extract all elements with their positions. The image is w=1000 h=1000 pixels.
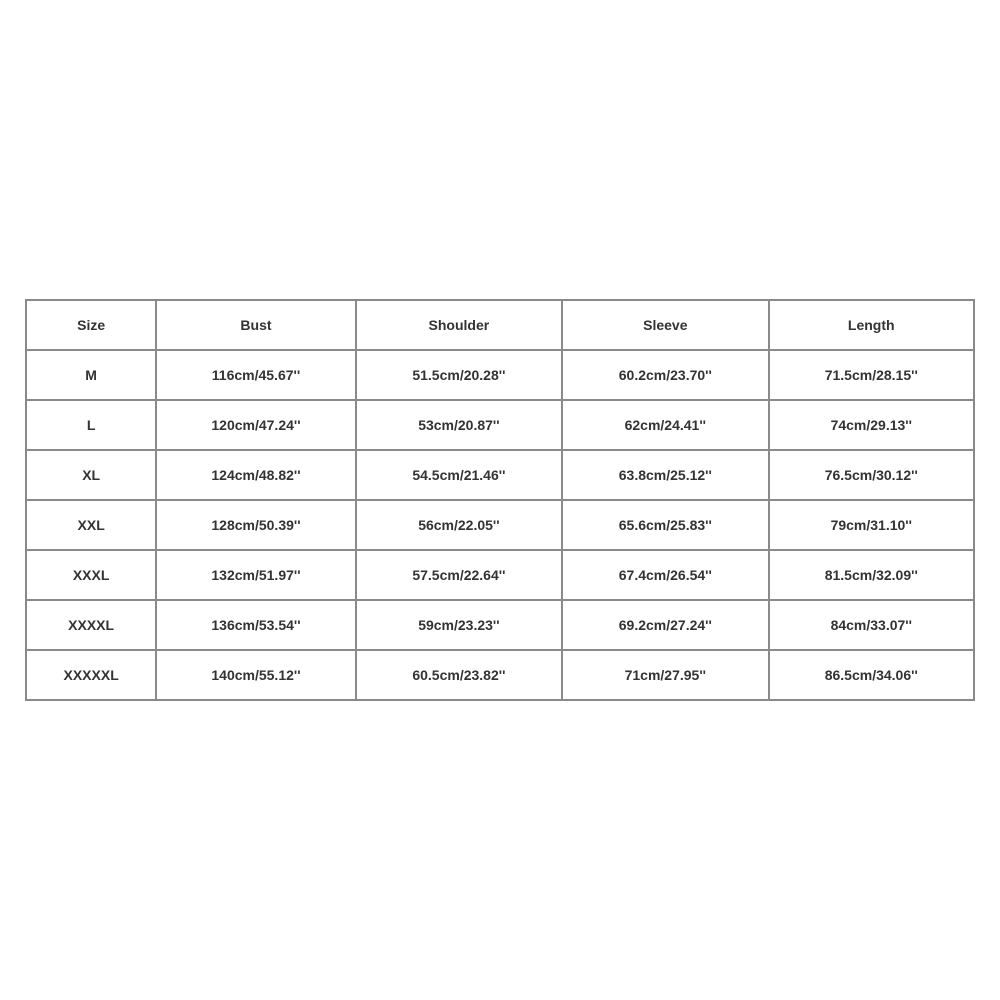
header-sleeve: Sleeve bbox=[562, 300, 768, 350]
cell-bust: 132cm/51.97'' bbox=[156, 550, 355, 600]
cell-shoulder: 53cm/20.87'' bbox=[356, 400, 562, 450]
table-header-row bbox=[26, 300, 974, 350]
table-row bbox=[26, 500, 974, 550]
cell-bust: 136cm/53.54'' bbox=[156, 600, 355, 650]
cell-sleeve: 60.2cm/23.70'' bbox=[562, 350, 768, 400]
cell-length: 71.5cm/28.15'' bbox=[769, 350, 974, 400]
cell-sleeve: 63.8cm/25.12'' bbox=[562, 450, 768, 500]
cell-sleeve: 62cm/24.41'' bbox=[562, 400, 768, 450]
table-row bbox=[26, 450, 974, 500]
table-row bbox=[26, 550, 974, 600]
cell-shoulder: 51.5cm/20.28'' bbox=[356, 350, 562, 400]
cell-sleeve: 67.4cm/26.54'' bbox=[562, 550, 768, 600]
cell-shoulder: 57.5cm/22.64'' bbox=[356, 550, 562, 600]
cell-shoulder: 54.5cm/21.46'' bbox=[356, 450, 562, 500]
cell-sleeve: 71cm/27.95'' bbox=[562, 650, 768, 700]
cell-sleeve: 65.6cm/25.83'' bbox=[562, 500, 768, 550]
table-row bbox=[26, 350, 974, 400]
cell-shoulder: 56cm/22.05'' bbox=[356, 500, 562, 550]
table-row bbox=[26, 400, 974, 450]
table-row bbox=[26, 650, 974, 700]
cell-shoulder: 60.5cm/23.82'' bbox=[356, 650, 562, 700]
cell-bust: 116cm/45.67'' bbox=[156, 350, 355, 400]
size-chart-table bbox=[25, 299, 975, 701]
cell-bust: 140cm/55.12'' bbox=[156, 650, 355, 700]
cell-length: 79cm/31.10'' bbox=[769, 500, 974, 550]
cell-size: L bbox=[26, 400, 156, 450]
header-length: Length bbox=[769, 300, 974, 350]
header-shoulder: Shoulder bbox=[356, 300, 562, 350]
cell-shoulder: 59cm/23.23'' bbox=[356, 600, 562, 650]
header-size: Size bbox=[26, 300, 156, 350]
cell-length: 86.5cm/34.06'' bbox=[769, 650, 974, 700]
cell-length: 81.5cm/32.09'' bbox=[769, 550, 974, 600]
cell-bust: 124cm/48.82'' bbox=[156, 450, 355, 500]
cell-size: M bbox=[26, 350, 156, 400]
table-row bbox=[26, 600, 974, 650]
cell-size: XL bbox=[26, 450, 156, 500]
cell-length: 76.5cm/30.12'' bbox=[769, 450, 974, 500]
cell-bust: 128cm/50.39'' bbox=[156, 500, 355, 550]
cell-size: XXL bbox=[26, 500, 156, 550]
cell-size: XXXL bbox=[26, 550, 156, 600]
cell-length: 84cm/33.07'' bbox=[769, 600, 974, 650]
cell-sleeve: 69.2cm/27.24'' bbox=[562, 600, 768, 650]
cell-length: 74cm/29.13'' bbox=[769, 400, 974, 450]
cell-size: XXXXXL bbox=[26, 650, 156, 700]
cell-bust: 120cm/47.24'' bbox=[156, 400, 355, 450]
cell-size: XXXXL bbox=[26, 600, 156, 650]
header-bust: Bust bbox=[156, 300, 355, 350]
